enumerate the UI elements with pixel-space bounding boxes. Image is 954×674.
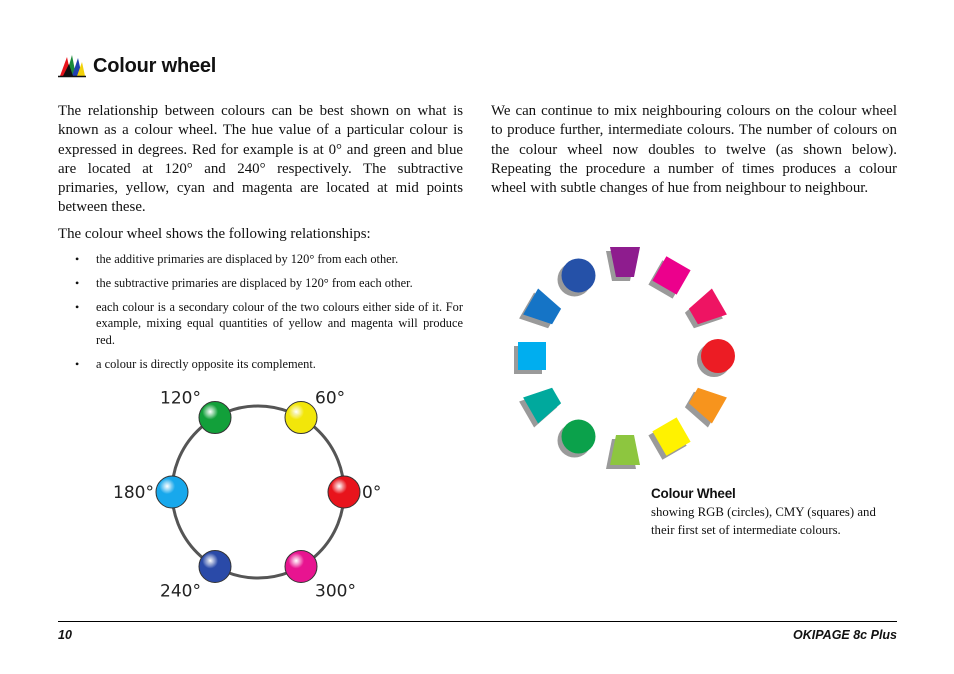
list-item-text: the subtractive primaries are displaced by 120° from each other.	[96, 275, 413, 290]
wheel-segment-trapezoid	[685, 388, 727, 428]
bullet-icon: •	[75, 357, 80, 372]
caption-text: showing RGB (circles), CMY (squares) and their first set of intermediate colours.	[651, 505, 876, 537]
hue-degree-label: 60°	[315, 388, 346, 409]
wheel-segment-circle	[558, 258, 596, 296]
wheel-segment-trapezoid	[606, 247, 640, 281]
list-item	[58, 251, 463, 268]
hue-node	[160, 550, 231, 601]
page-number: 10	[58, 628, 72, 642]
list-item	[58, 275, 463, 292]
wheel-segment-circle	[697, 339, 735, 377]
colour-wheel-figure	[508, 238, 743, 478]
footer-divider	[58, 621, 897, 622]
wheel-circle	[562, 258, 596, 292]
page-title: Colour wheel	[93, 54, 217, 77]
wheel-circle	[562, 420, 596, 454]
hue-degree-label: 300°	[315, 581, 356, 602]
wheel-segment-square	[648, 417, 690, 459]
intermediate-colours-paragraph: We can continue to mix neighbouring colours on the colour wheel to produce further, intermediate colours. The number of colours on the colour wheel now doubles to twelve (as shown below). Repeating the procedure a number of times produces a colour wheel with subtle changes of hue from neighbour to neighbour.	[491, 103, 897, 197]
wheel-segment-trapezoid	[685, 289, 727, 329]
hue-node-ball	[156, 476, 188, 508]
bullet-icon: •	[75, 275, 80, 290]
list-item-text: each colour is a secondary colour of the two colours either side of it. For example, mixing equal quantities of yellow and magenta will produce red.	[96, 299, 463, 348]
hue-node	[328, 476, 381, 508]
left-column	[58, 102, 463, 380]
hue-node-ball	[199, 402, 231, 434]
wheel-segment-trapezoid	[519, 388, 561, 428]
bullet-icon: •	[75, 252, 80, 267]
hue-node-ball	[199, 550, 231, 582]
hue-degree-label: 0°	[362, 483, 382, 503]
bullet-icon: •	[75, 299, 80, 314]
wheel-square	[518, 342, 546, 370]
figure-caption	[651, 486, 901, 539]
hue-node	[285, 550, 356, 601]
list-item-text: the additive primaries are displaced by 120° from each other.	[96, 252, 399, 267]
hue-degree-diagram	[100, 372, 420, 612]
hue-node-ball	[285, 402, 317, 434]
list-item	[58, 356, 463, 373]
wheel-segment-square	[648, 256, 690, 298]
hue-node	[113, 476, 188, 508]
list-item	[58, 299, 463, 349]
right-column	[491, 102, 897, 205]
hue-degree-label: 120°	[160, 388, 201, 409]
wheel-segment-square	[514, 342, 546, 374]
hue-degree-label: 180°	[113, 483, 154, 503]
product-name: OKIPAGE 8c Plus	[793, 628, 897, 642]
hue-ring	[172, 406, 344, 578]
relationships-intro: The colour wheel shows the following relationships:	[58, 225, 371, 242]
page-heading	[58, 54, 216, 78]
hue-node-ball	[328, 476, 360, 508]
list-item-text: a colour is directly opposite its complement.	[96, 357, 316, 372]
intro-paragraph: The relationship between colours can be best shown on what is known as a colour wheel. The hue value of a particular colour is expressed in degrees. Red for example is at 0° and green and blue are located at 120° and 240° respectively. The subtractive primaries, yellow, cyan and magenta are located at mid points between these.	[58, 103, 463, 216]
wheel-segment-trapezoid	[519, 289, 561, 329]
relationships-list	[58, 251, 463, 373]
wheel-segment-circle	[558, 420, 596, 458]
hue-node-ball	[285, 550, 317, 582]
hue-degree-label: 240°	[160, 581, 201, 602]
colour-pencils-icon	[58, 54, 86, 78]
wheel-segment-trapezoid	[606, 435, 640, 469]
caption-title: Colour Wheel	[651, 486, 736, 501]
wheel-circle	[701, 339, 735, 373]
hue-node	[160, 389, 231, 434]
